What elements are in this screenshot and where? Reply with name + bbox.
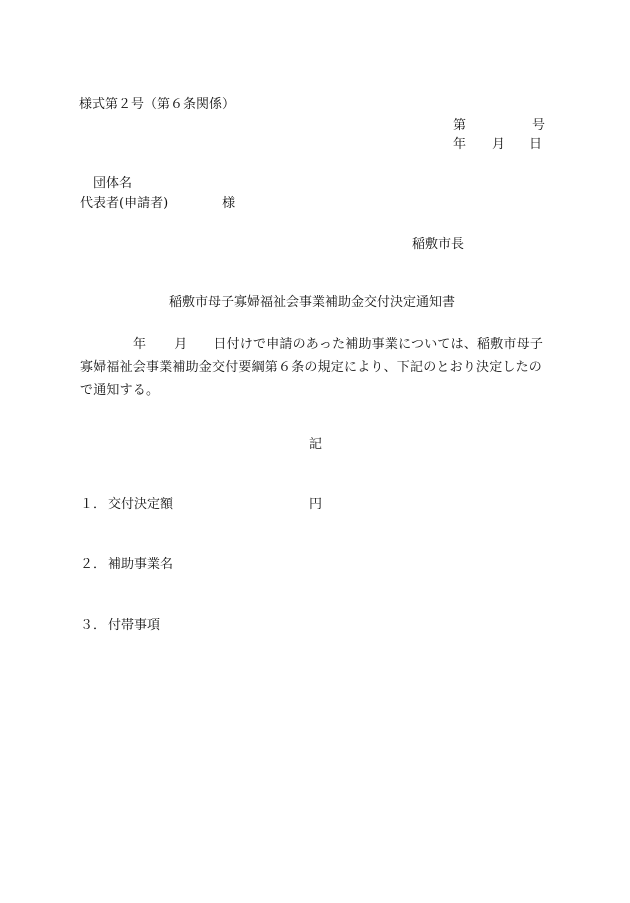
body-month: 月 (174, 337, 188, 352)
date-year: 年 (453, 137, 467, 152)
item-1 (80, 497, 322, 513)
date-day: 日 (529, 137, 543, 152)
form-number: 様式第２号（第６条関係） (79, 97, 236, 112)
item-3-label: 付帯事項 (108, 618, 161, 633)
item-2 (80, 557, 173, 573)
doc-number-prefix: 第 (453, 118, 467, 133)
recipient-rep-line (80, 196, 235, 212)
item-3-number: ３． (80, 618, 107, 633)
body-line-1-rest: 日付けで申請のあった補助事業については、稲敷市母子 (213, 337, 544, 352)
recipient-honorific: 様 (222, 196, 236, 211)
body-line-2: 寡婦福祉会事業補助金交付要綱第６条の規定により、下記のとおり決定したの (80, 360, 543, 375)
recipient-rep-label: 代表者(申請者) (80, 196, 169, 211)
date-line (453, 137, 542, 153)
recipient-org-label: 団体名 (93, 176, 133, 191)
body-paragraph (80, 333, 550, 402)
item-1-unit: 円 (309, 497, 323, 512)
doc-number-suffix: 号 (532, 118, 546, 133)
item-1-number: １． (80, 497, 107, 512)
document-title: 稲敷市母子寡婦福祉会事業補助金交付決定通知書 (169, 295, 456, 310)
date-month: 月 (492, 137, 506, 152)
body-line-3: で通知する。 (80, 383, 160, 398)
body-year: 年 (133, 337, 147, 352)
item-2-number: ２． (80, 557, 107, 572)
item-1-label: 交付決定額 (108, 497, 174, 512)
document-number-line (453, 118, 545, 134)
sender-name: 稲敷市長 (412, 237, 465, 252)
item-3 (80, 618, 160, 634)
body-line-1 (80, 333, 550, 356)
ki-marker: 記 (309, 437, 323, 452)
item-2-label: 補助事業名 (108, 557, 174, 572)
